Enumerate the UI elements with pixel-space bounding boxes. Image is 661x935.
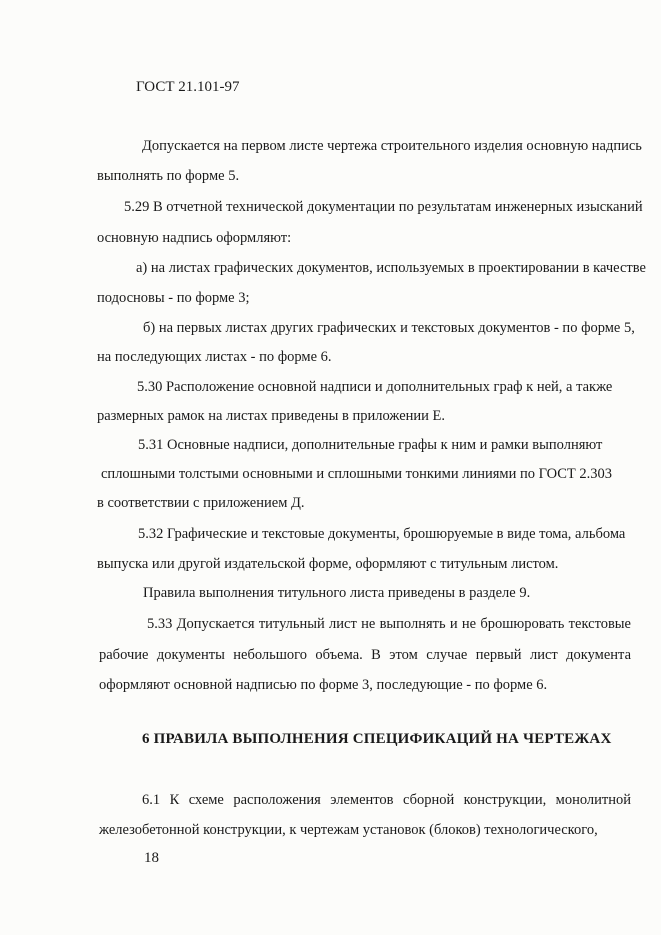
page-number: 18 xyxy=(144,850,159,866)
text-line: 5.30 Расположение основной надписи и дополнительных граф к ней, а также xyxy=(137,379,613,395)
text-line: б) на первых листах других графических и текстовых документов - по форме 5, xyxy=(143,320,635,336)
text-line: железобетонной конструкции, к чертежам установок (блоков) технологического, xyxy=(99,822,598,838)
document-header: ГОСТ 21.101-97 xyxy=(136,79,240,95)
text-line: 5.29 В отчетной технической документации по результатам инженерных изысканий xyxy=(124,199,643,215)
text-line: основную надпись оформляют: xyxy=(97,230,292,246)
text-line: Правила выполнения титульного листа приведены в разделе 9. xyxy=(143,585,531,601)
text-line: рабочие документы небольшого объема. В этом случае первый лист документа xyxy=(99,647,631,663)
text-line: оформляют основной надписью по форме 3, последующие - по форме 6. xyxy=(99,677,548,693)
text-line: выполнять по форме 5. xyxy=(97,168,240,184)
text-line: подосновы - по форме 3; xyxy=(97,290,250,306)
text-line: 5.31 Основные надписи, дополнительные графы к ним и рамки выполняют xyxy=(138,437,603,453)
text-line: а) на листах графических документов, используемых в проектировании в качестве xyxy=(136,260,646,276)
text-line: 6.1 К схеме расположения элементов сборной конструкции, монолитной xyxy=(142,792,631,808)
text-line: 5.33 Допускается титульный лист не выполнять и не брошюровать текстовые xyxy=(147,616,631,632)
section-heading: 6 ПРАВИЛА ВЫПОЛНЕНИЯ СПЕЦИФИКАЦИЙ НА ЧЕРТЕЖАХ xyxy=(142,731,612,747)
text-line: Допускается на первом листе чертежа строительного изделия основную надпись xyxy=(142,138,642,154)
text-line: выпуска или другой издательской форме, оформляют с титульным листом. xyxy=(97,556,559,572)
text-line: размерных рамок на листах приведены в приложении Е. xyxy=(97,408,446,424)
text-line: 5.32 Графические и текстовые документы, брошюруемые в виде тома, альбома xyxy=(138,526,626,542)
text-line: на последующих листах - по форме 6. xyxy=(97,349,332,365)
text-line: в соответствии с приложением Д. xyxy=(97,495,305,511)
text-line: сплошными толстыми основными и сплошными тонкими линиями по ГОСТ 2.303 xyxy=(101,466,613,482)
